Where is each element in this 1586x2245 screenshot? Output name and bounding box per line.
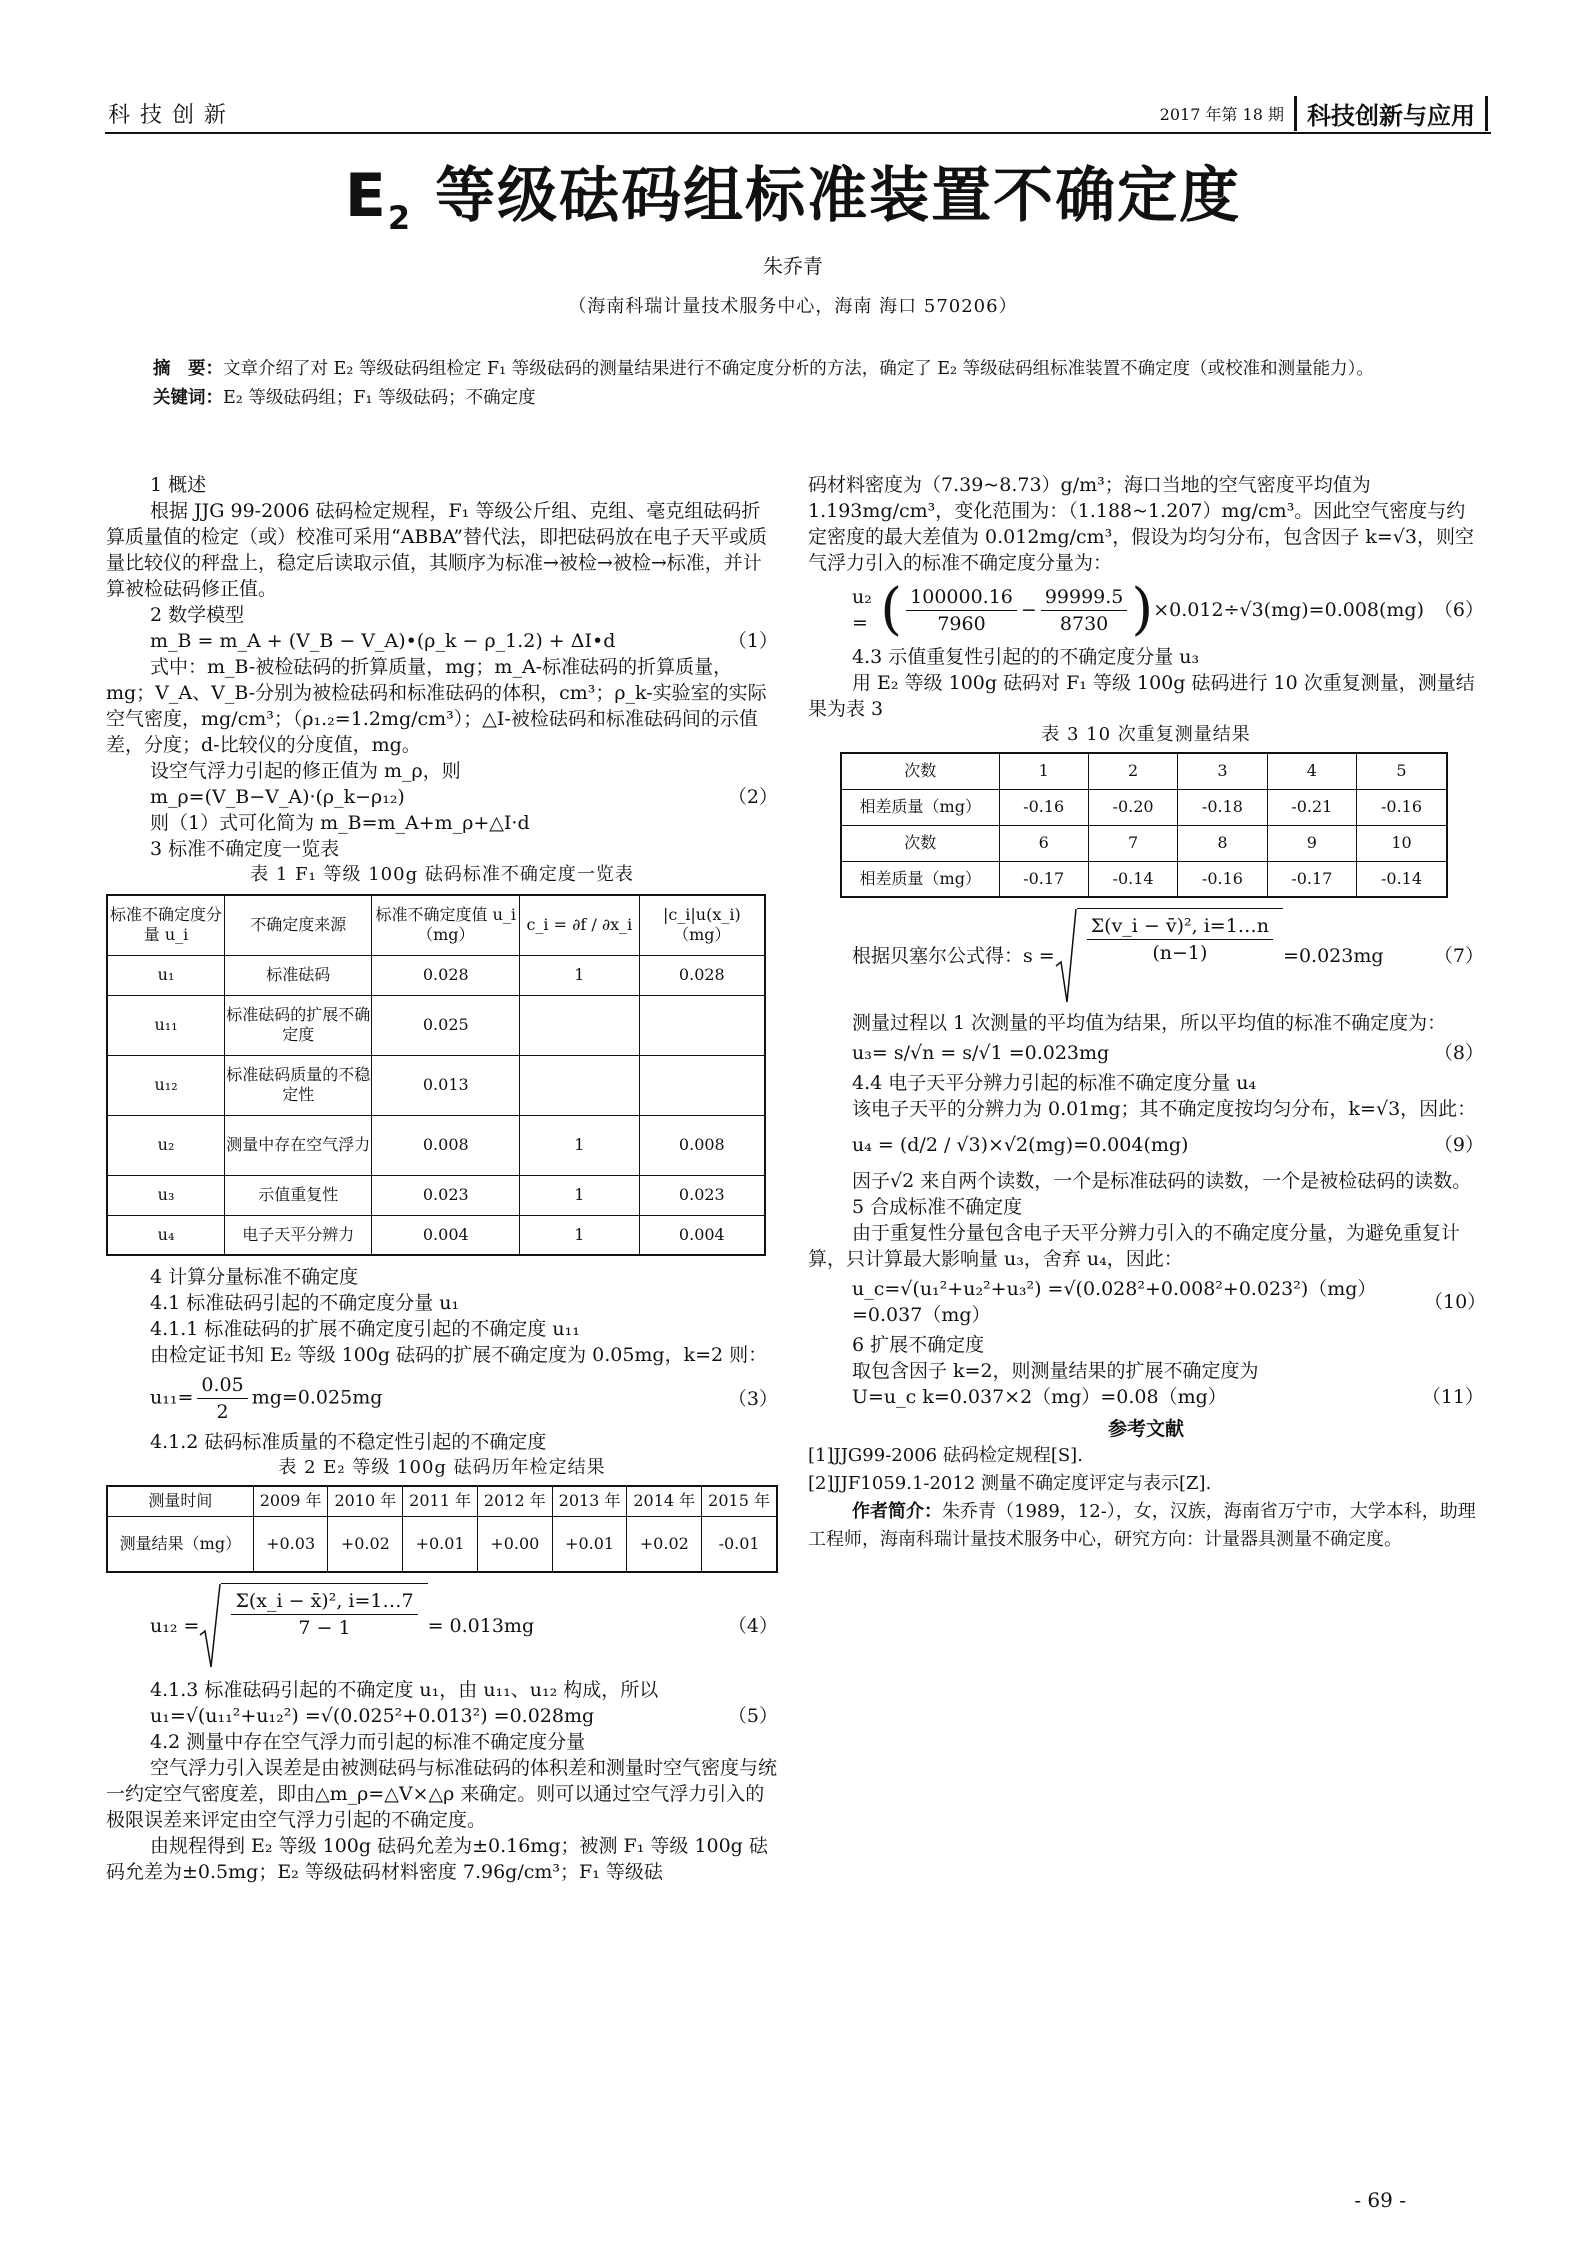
equation-9: u₄ = (d/2 / √3)×√2(mg)=0.004(mg) （9）	[852, 1134, 1484, 1156]
section-heading: 4.4 电子天平分辨力引起的标准不确定度分量 u₄	[852, 1072, 1257, 1094]
table-3	[840, 752, 1448, 898]
table-header: 不确定度来源	[225, 895, 372, 955]
equation-1: m_B = m_A + (V_B − V_A)•(ρ_k − ρ_1.2) + ΔI•d （1）	[150, 630, 778, 652]
paragraph: 则（1）式可化简为 m_B=m_A+m_ρ+△I·d	[150, 812, 530, 834]
table-header: 标准不确定度分量 u_i	[107, 895, 225, 955]
table-row: u₂ 测量中存在空气浮力 0.008 1 0.008	[107, 1115, 765, 1175]
paragraph: 设空气浮力引起的修正值为 m_ρ，则	[150, 760, 461, 782]
section-heading: 2 数学模型	[150, 604, 245, 626]
right-column	[808, 472, 1487, 1554]
paragraph: 式中：m_B-被检砝码的折算质量，mg；m_A-标准砝码的折算质量，mg；V_A、V_B-分别为被检砝码和标准砝码的体积，cm³；ρ_k-实验室的实际空气密度，mg/cm³；（ρ₁.₂=1.2mg/cm³）；△I-被检砝码和标准砝码间的示值差，分度；d-比较仪的分度值，mg。	[106, 656, 767, 756]
table-1	[106, 894, 766, 1256]
equation-6: u₂ = ( $\frac{100000.16}{7960}$ − $\frac{99999.5}{8730}$ ) ×0.012÷√3(mg)=0.008(mg) （6）	[852, 577, 1484, 642]
equation-8: u₃= s/√n = s/√1 =0.023mg （8）	[852, 1042, 1484, 1064]
equation-11: U=u_c k=0.037×2（mg）=0.08（mg） （11）	[852, 1386, 1484, 1408]
table-3-caption: 表 3 10 次重复测量结果	[1041, 724, 1251, 745]
table-row: 测量结果（mg） +0.03 +0.02 +0.01 +0.00 +0.01 +0.02 -0.01	[107, 1516, 777, 1572]
section-heading: 5 合成标准不确定度	[852, 1196, 1023, 1218]
paragraph: 因子√2 来自两个读数，一个是标准砝码的读数，一个是被检砝码的读数。	[852, 1170, 1472, 1192]
section-heading: 4.1.2 砝码标准质量的不稳定性引起的不确定度	[150, 1431, 547, 1453]
section-label: 科技创新与应用	[1294, 96, 1488, 131]
equation-4: u₁₂ = $\frac{\text{Σ(x\_i − x̄)², i=1…7}}{7 - 1}$ = 0.013mg （4）	[106, 1583, 778, 1669]
table-row: 次数 6 7 8 9 10	[841, 825, 1447, 861]
section-heading: 4.2 测量中存在空气浮力而引起的标准不确定度分量	[150, 1731, 586, 1753]
paragraph: 由检定证书知 E₂ 等级 100g 砝码的扩展不确定度为 0.05mg，k=2 则：	[150, 1344, 768, 1366]
paragraph: 测量过程以 1 次测量的平均值为结果，所以平均值的标准不确定度为：	[852, 1012, 1447, 1034]
table-header-row	[107, 895, 765, 955]
paper-title: $E_2$ 等级砝码组标准装置不确定度	[344, 161, 1242, 237]
equation-3: u₁₁= $\frac{0.05}{2}$ mg=0.025mg （3）	[150, 1374, 778, 1423]
keywords-label: 关键词：	[153, 388, 223, 408]
abstract	[153, 355, 1453, 413]
paragraph: 该电子天平的分辨力为 0.01mg；其不确定度按均匀分布，k=√3，因此：	[852, 1098, 1477, 1120]
equation-2: m_ρ=(V_B−V_A)·(ρ_k−ρ₁₂) （2）	[150, 786, 778, 808]
author-bio: 作者简介：朱乔青（1989，12-），女，汉族，海南省万宁市，大学本科，助理工程师，海南科瑞计量技术服务中心，研究方向：计量器具测量不确定度。	[808, 1501, 1476, 1550]
section-heading: 4.1.3 标准砝码引起的不确定度 u₁，由 u₁₁、u₁₂ 构成，所以	[150, 1679, 659, 1701]
table-header-row: 测量时间 2009 年 2010 年 2011 年 2012 年 2013 年 2014 年 2015 年	[107, 1486, 777, 1516]
reference-item: [2]JJF1059.1-2012 测量不确定度评定与表示[Z].	[808, 1473, 1212, 1494]
equation-5: u₁=√(u₁₁²+u₁₂²) =√(0.025²+0.013²) =0.028mg （5）	[150, 1705, 778, 1727]
section-heading: 4.1.1 标准砝码的扩展不确定度引起的不确定度 u₁₁	[150, 1318, 580, 1340]
paragraph: 根据 JJG 99-2006 砝码检定规程，F₁ 等级公斤组、克组、毫克组砝码折算质量值的检定（或）校准可采用“ABBA”替代法，即把砝码放在电子天平或质量比较仪的秤盘上，稳定后读取示值，其顺序为标准→被检→被检→标准，并计算被检砝码修正值。	[106, 500, 768, 600]
table-row: u₁₂ 标准砝码质量的不稳定性 0.013	[107, 1055, 765, 1115]
table-row: u₁ 标准砝码 0.028 1 0.028	[107, 955, 765, 995]
paragraph: 取包含因子 k=2，则测量结果的扩展不确定度为	[852, 1360, 1259, 1382]
affiliation: （海南科瑞计量技术服务中心，海南 海口 570206）	[568, 296, 1018, 317]
section-heading: 4 计算分量标准不确定度	[150, 1266, 359, 1288]
keywords-text: E₂ 等级砝码组；F₁ 等级砝码；不确定度	[223, 388, 536, 408]
table-header: c_i = ∂f / ∂x_i	[520, 895, 640, 955]
section-heading: 6 扩展不确定度	[852, 1334, 985, 1356]
table-row: 次数 1 2 3 4 5	[841, 753, 1447, 789]
table-2	[106, 1485, 778, 1573]
section-heading: 4.3 示值重复性引起的的不确定度分量 u₃	[852, 646, 1200, 668]
paragraph: 由规程得到 E₂ 等级 100g 砝码允差为±0.16mg；被测 F₁ 等级 100g 砝码允差为±0.5mg；E₂ 等级砝码材料密度 7.96g/cm³；F₁ 等级砝	[106, 1835, 768, 1883]
references	[808, 1442, 1484, 1554]
reference-item: [1]JJG99-2006 砝码检定规程[S].	[808, 1445, 1083, 1466]
page-number: - 69 -	[1354, 2188, 1406, 2212]
left-column	[106, 472, 778, 1885]
paragraph: 用 E₂ 等级 100g 砝码对 F₁ 等级 100g 砝码进行 10 次重复测量，测量结果为表 3	[808, 672, 1475, 720]
table-2-caption: 表 2 E₂ 等级 100g 砝码历年检定结果	[278, 1457, 606, 1478]
journal-name: 科技创新	[108, 103, 237, 128]
abstract-label: 摘 要：	[153, 359, 223, 379]
section-heading: 3 标准不确定度一览表	[150, 838, 340, 860]
author: 朱乔青	[763, 254, 823, 278]
paragraph: 由于重复性分量包含电子天平分辨力引入的不确定度分量，为避免重复计算，只计算最大影响量 u₃，舍弃 u₄，因此：	[808, 1222, 1461, 1270]
table-header: 标准不确定度值 u_i（mg）	[372, 895, 520, 955]
equation-10: u_c=√(u₁²+u₂²+u₃²) =√(0.028²+0.008²+0.023²)（mg）=0.037（mg） （10）	[852, 1278, 1487, 1326]
section-heading: 4.1 标准砝码引起的不确定度分量 u₁	[150, 1292, 460, 1314]
table-row: u₁₁ 标准砝码的扩展不确定度 0.025	[107, 995, 765, 1055]
paragraph: 码材料密度为（7.39~8.73）g/m³；海口当地的空气密度平均值为 1.193mg/cm³，变化范围为：（1.188~1.207）mg/cm³。因此空气密度与约定密度的最大差值为 0.012mg/cm³，假设为均匀分布，包含因子 k=√3，则空气浮力引入的标准不确定度分量为：	[808, 474, 1474, 574]
abstract-text: 文章介绍了对 E₂ 等级砝码组检定 F₁ 等级砝码的测量结果进行不确定度分析的方法，确定了 E₂ 等级砝码组标准装置不确定度（或校准和测量能力）。	[223, 359, 1374, 379]
table-1-caption: 表 1 F₁ 等级 100g 砝码标准不确定度一览表	[250, 864, 634, 885]
table-row: 相差质量（mg） -0.16 -0.20 -0.18 -0.21 -0.16	[841, 789, 1447, 825]
equation-7: 根据贝塞尔公式得：s = $\frac{\text{Σ(v\_i − v̄)², i=1…n}}{(n-1)}$ =0.023mg （7）	[808, 908, 1484, 1004]
table-row: u₄ 电子天平分辨力 0.004 1 0.004	[107, 1215, 765, 1255]
issue-label: 2017 年第 18 期	[1159, 105, 1284, 124]
table-header: |c_i|u(x_i)（mg）	[639, 895, 765, 955]
section-heading: 1 概述	[150, 474, 207, 496]
header-rule	[105, 132, 1491, 134]
paragraph: 空气浮力引入误差是由被测砝码与标准砝码的体积差和测量时空气密度与统一约定空气密度差，即由△m_ρ=△V×△ρ 来确定。则可以通过空气浮力引入的极限误差来评定由空气浮力引起的不确定度。	[106, 1757, 778, 1831]
header-right	[1160, 96, 1488, 131]
table-row: 相差质量（mg） -0.17 -0.14 -0.16 -0.17 -0.14	[841, 861, 1447, 897]
references-heading: 参考文献	[1107, 1418, 1184, 1440]
table-row: u₃ 示值重复性 0.023 1 0.023	[107, 1175, 765, 1215]
